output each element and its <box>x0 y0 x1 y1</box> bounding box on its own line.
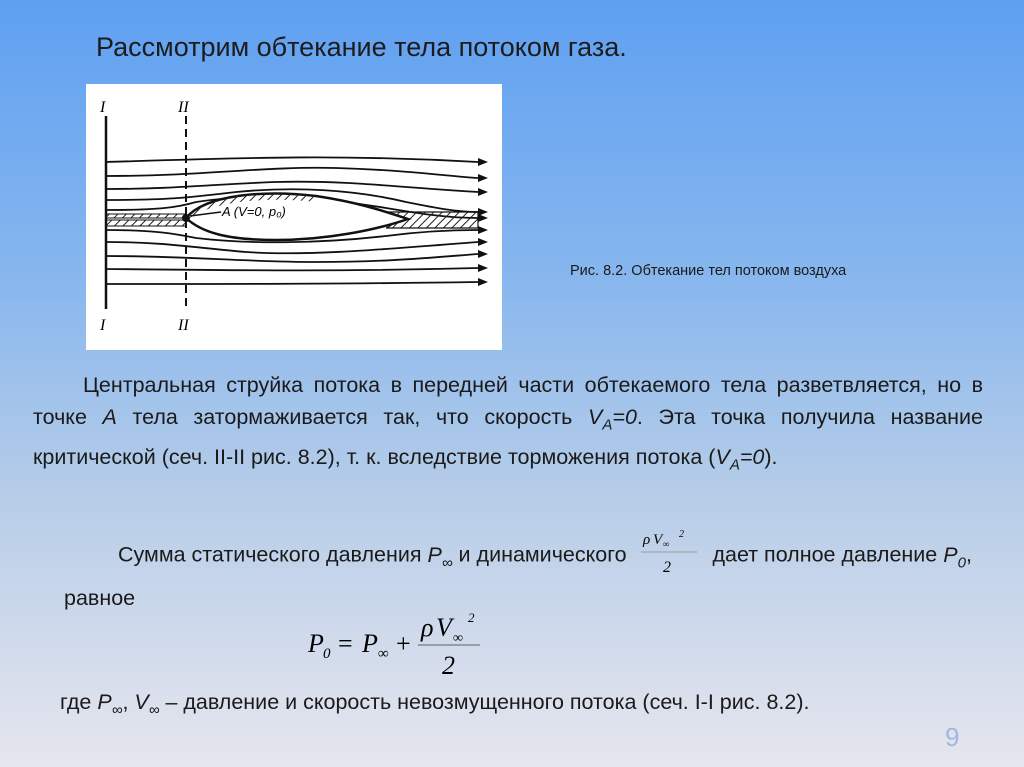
svg-text:V: V <box>436 613 452 642</box>
svg-text:ρ: ρ <box>421 613 434 642</box>
svg-text:ρ: ρ <box>642 532 650 548</box>
label-section2-top: II <box>178 99 189 116</box>
svg-text:=: = <box>338 629 353 658</box>
svg-text:+: + <box>396 629 411 658</box>
label-section1-top: I <box>100 99 106 116</box>
label-section2-bottom: II <box>178 317 189 334</box>
dynamic-pressure-fraction <box>639 526 701 578</box>
wake-upper <box>106 214 186 218</box>
flow-figure <box>86 84 502 350</box>
paragraph-critical-point: Центральная струйка потока в передней части обтекаемого тела разветвляется, но в точке A тела затормаживается так, что скорость $V_A=0$. Эта точка получила название критической (сеч. II-II рис. 8.2), т. к. вследствие торможения потока $(V_A=0)$. <box>33 373 984 474</box>
svg-text:2: 2 <box>662 559 671 576</box>
svg-text:2: 2 <box>468 612 475 625</box>
label-section1-bottom: I <box>100 317 106 334</box>
slide-title: Рассмотрим обтекание тела потоком газа. <box>96 32 627 62</box>
svg-text:P: P <box>308 629 324 658</box>
svg-text:∞: ∞ <box>662 539 669 549</box>
svg-text:2: 2 <box>442 651 455 680</box>
critical-point <box>182 214 190 222</box>
label-point-a: A (V=0, p₀) <box>222 204 286 219</box>
svg-text:∞: ∞ <box>453 631 463 646</box>
svg-text:V: V <box>652 532 662 548</box>
svg-text:∞: ∞ <box>378 646 389 662</box>
paragraph-where: где $P_\infty$, $V_\infty$ – давление и скорость невозмущенного потока (сеч. I-I рис. 8.2). <box>60 690 810 719</box>
page-number: 9 <box>945 722 960 752</box>
paragraph-total-pressure: Сумма статического давления $P_\infty$ и динамического ρ V ∞ 2 2 дает полное давление $P_0$, равное <box>64 530 984 615</box>
svg-text:0: 0 <box>323 646 331 662</box>
svg-text:2: 2 <box>678 529 684 540</box>
svg-text:P: P <box>362 629 378 658</box>
total-pressure-formula <box>308 612 508 682</box>
wake-lower <box>106 220 186 226</box>
figure-caption: Рис. 8.2. Обтекание тел потоком воздуха <box>570 263 847 279</box>
